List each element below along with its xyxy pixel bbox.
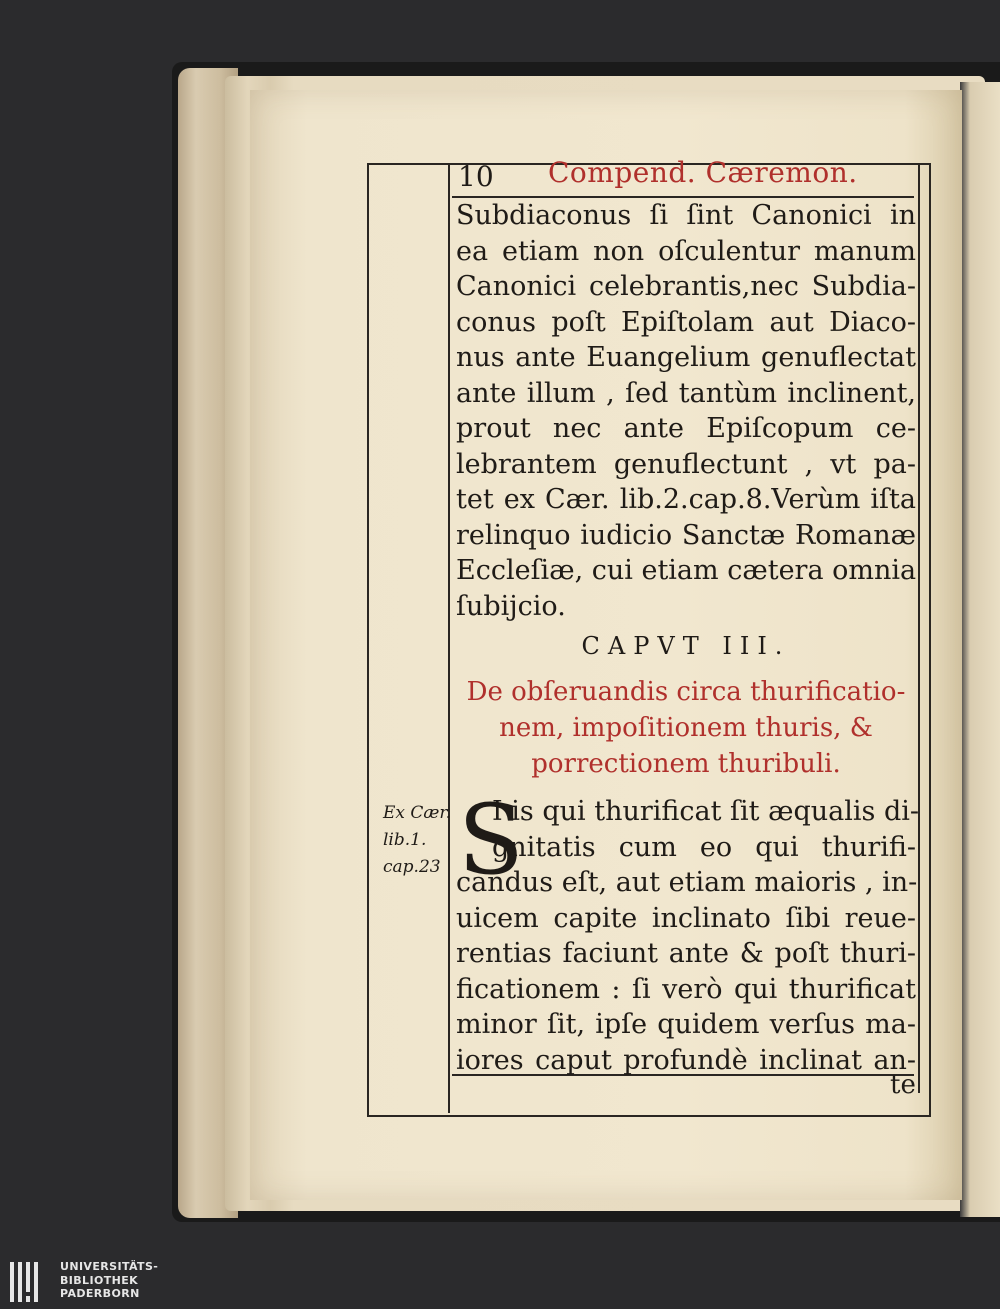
paragraph-2 [456,784,920,1078]
library-logo-line: BIBLIOTHEK [60,1273,139,1287]
text-line: ficationem : ſi verò qui thurificat [456,973,916,1005]
text-line: nus ante Euangelium genuflectat [456,342,916,373]
text-line: uicem capite inclinato ſibi reue- [456,902,916,934]
text-line: Subdiaconus ſi ſint Canonici in [456,200,916,231]
margin-note-line: cap.23 [383,857,441,877]
library-logo-line: UNIVERSITÄTS- [60,1260,159,1273]
facing-page-edge [960,82,1000,1217]
library-logo-line: PADERBORN [60,1287,140,1300]
page-number: 10 [458,160,494,193]
text-line: gnitatis cum eo qui thurifi- [492,831,916,863]
margin-note-line: lib.1. [383,830,427,850]
rubric-line: porrectionem thuribuli. [531,749,841,779]
text-line: candus eſt, aut etiam maioris , in- [456,867,918,898]
rubric-line: nem, impoſitionem thuris, & [499,713,873,743]
text-line: conus poſt Epiſtolam aut Diaco- [456,306,916,338]
text-line: ea etiam non oſculentur manum [456,235,916,267]
text-line: minor ſit, ipſe quidem verſus ma- [456,1009,916,1040]
margin-note-line: Ex Cær. [383,803,452,823]
rubric-line: De obſeruandis circa thurificatio- [466,677,906,707]
library-logo-text [60,1260,158,1301]
catchword: te [890,1070,916,1100]
chapter-rubric [456,674,916,782]
text-line: relinquo iudicio Sanctæ Romanæ [456,519,916,551]
text-line: iores caput profundè inclinat an- [456,1044,916,1076]
chapter-heading: CAPVT III. [581,632,791,660]
text-line: prout nec ante Epiſcopum ce- [456,413,916,444]
text-line: tet ex Cær. lib.2.cap.8.Verùm iſta [456,484,916,515]
margin-note [383,800,451,881]
right-rule [918,163,920,1093]
running-title: Compend. Cæremon. [548,156,858,189]
text-line: Canonici celebrantis,nec Subdia- [456,271,916,302]
text-line: ſubijcio. [456,590,566,622]
margin-rule [448,163,450,1113]
text-line: I is qui thurificat ſit æqualis di- [492,796,920,827]
library-logo-icon [8,1260,44,1304]
text-line: lebrantem genuflectunt , vt pa- [456,448,916,480]
paragraph-1 [456,198,916,624]
text-line: ante illum , ſed tantùm inclinent, [456,377,916,409]
text-line: rentias faciunt ante & poſt thuri- [456,938,916,969]
drop-cap: S [458,784,524,896]
library-logo [8,1258,198,1306]
text-line: Eccleſiæ, cui etiam cætera omnia [456,555,917,586]
